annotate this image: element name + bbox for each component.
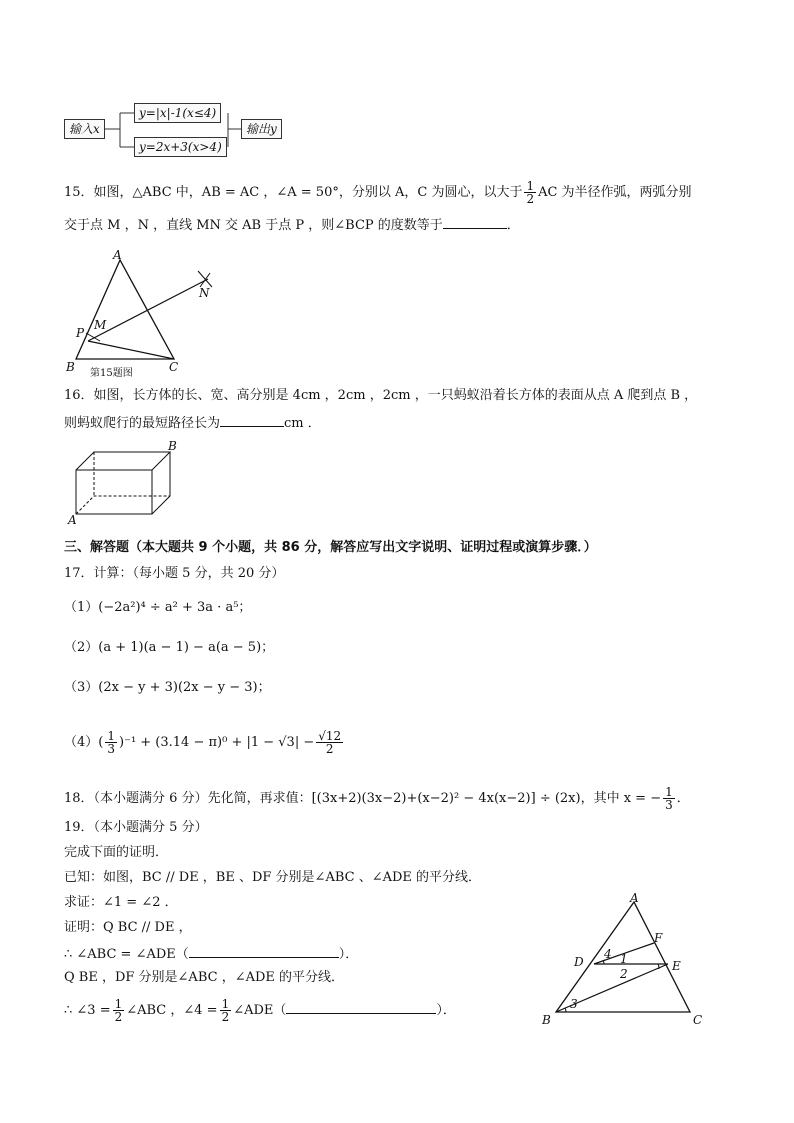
q19-reason1-blank[interactable]: [189, 943, 339, 958]
flow-branch1-label: y=|x|-1(x≤4): [139, 106, 217, 120]
q16-text-a: 则蚂蚁爬行的最短路径长为: [64, 416, 221, 431]
q15-label-M: M: [94, 318, 107, 332]
q19-l7-d: ）．: [436, 1003, 456, 1018]
q19-l7-frac1-den: 2: [114, 1010, 123, 1024]
q16-figure: [64, 440, 184, 530]
q19-l7-b: ∠ABC ，∠4 =: [126, 1003, 218, 1018]
q17-p4-prefix: （4）: [64, 735, 99, 750]
q15-end: ．: [506, 218, 520, 233]
q19-label-E: E: [672, 959, 681, 973]
q15-answer-blank[interactable]: [443, 214, 507, 229]
q15-text-c: 交于点 M ，N ，直线 MN 交 AB 于点 P ，则∠BCP 的度数等于: [64, 218, 443, 233]
q15-frac-den: 2: [526, 192, 535, 206]
q17-p4-frac2: [316, 730, 343, 755]
q19-l5-text: ∴ ∠ABC = ∠ADE（: [64, 947, 189, 962]
q16-text-b: cm ．: [284, 416, 321, 431]
q16-label-A: A: [68, 513, 77, 527]
q19-l7-a: ∴ ∠3 =: [64, 1003, 111, 1018]
q19-label-1: 1: [620, 952, 628, 966]
q15-text-b: AC 为半径作弧，两弧分别: [538, 185, 692, 200]
q16-answer-blank[interactable]: [220, 412, 284, 427]
q19-title: 19．（本小题满分 5 分）: [64, 820, 208, 835]
q15-figure: [60, 245, 280, 379]
q17-part1: （1）(−2a²)⁴ ÷ a² + 3a · a⁵；: [64, 600, 252, 615]
q17-p4-frac2-num: √12: [318, 729, 342, 743]
q19-label-2: 2: [620, 967, 628, 981]
q15-fraction: [524, 180, 536, 205]
flow-branch2-label: y=2x+3(x>4): [139, 140, 222, 154]
flow-output-label: 输出y: [246, 122, 277, 136]
q18-line: [64, 786, 690, 811]
q17-part2: （2）(a + 1)(a − 1) − a(a − 5)；: [64, 640, 275, 655]
q19-label-B: B: [542, 1013, 551, 1027]
q19-line3: 求证：∠1 = ∠2 ．: [64, 895, 178, 910]
q15-label-A: A: [113, 248, 122, 262]
q15-line2: [64, 214, 520, 236]
q19-l7-frac2: [220, 998, 232, 1023]
section3-heading: 三、解答题（本大题共 9 个小题，共 86 分，解答应写出文字说明、证明过程或演算步骤．）: [64, 540, 597, 555]
q17-part3: （3）(2x − y + 3)(2x − y − 3)；: [64, 680, 271, 695]
q19-line4: 证明：Q BC // DE ，: [64, 920, 192, 935]
q16-line1: 16．如图，长方体的长、宽、高分别是 4cm ，2cm ，2cm ，一只蚂蚁沿着长方体的表面从点 A 爬到点 B ，: [64, 388, 698, 403]
q18-frac-den: 3: [665, 798, 673, 812]
q15-label-P: P: [76, 326, 85, 340]
q19-label-D: D: [574, 955, 584, 969]
q19-figure: [538, 892, 718, 1032]
q15-label-N: N: [199, 286, 210, 300]
q16-line2: [64, 412, 321, 434]
q17-part4: （4）( $\frac{1}{3}$ )⁻¹ + (3.14 − π)⁰ + |1 − √3| − $\frac{√12}{2}$: [64, 729, 342, 756]
q19-label-A: A: [630, 891, 639, 905]
q19-line2: 已知：如图，BC // DE ，BE 、DF 分别是∠ABC 、∠ADE 的平分线．: [64, 870, 482, 885]
q15-frac-num: 1: [526, 179, 535, 193]
q19-l7-frac2-den: 2: [221, 1010, 230, 1024]
q17-title: 17．计算：（每小题 5 分，共 20 分）: [64, 566, 285, 581]
q19-reason2-blank[interactable]: [286, 999, 436, 1014]
q15-label-C: C: [169, 360, 179, 374]
q18-text: 18．（本小题满分 6 分）先化简，再求值：[(3x+2)(3x−2)+(x−2)² − 4x(x−2)] ÷ (2x)，其中 x = −: [64, 791, 662, 806]
q15-label-B: B: [66, 360, 75, 374]
q15-line1: [64, 180, 692, 205]
q19-line7: [64, 998, 456, 1023]
q19-label-3: 3: [570, 997, 578, 1011]
q18-end: ．: [676, 791, 690, 806]
q19-label-4: 4: [604, 947, 612, 961]
q19-label-F: F: [654, 931, 663, 945]
q19-l7-frac2-num: 1: [221, 997, 230, 1011]
q19-line5: [64, 943, 358, 965]
q16-label-B: B: [168, 439, 177, 453]
flow-input-label: 输入x: [69, 122, 100, 136]
q19-label-C: C: [693, 1013, 703, 1027]
q19-l5-end: ）．: [338, 947, 359, 962]
q19-line1: 完成下面的证明．: [64, 845, 169, 860]
q17-p4-frac2-den: 2: [325, 742, 334, 756]
q19-l7-frac1-num: 1: [114, 997, 123, 1011]
q15-text-a: 15．如图，△ABC 中，AB = AC ，∠A = 50°，分别以 A，C 为圆心，以大于: [64, 185, 523, 200]
q17-p4-frac1-num: 1: [107, 729, 115, 743]
q19-line6: Q BE ，DF 分别是∠ABC ，∠ADE 的平分线．: [64, 970, 345, 985]
q18-frac-num: 1: [665, 785, 673, 799]
q19-l7-frac1: [113, 998, 125, 1023]
q19-l7-c: ∠ADE（: [233, 1003, 287, 1018]
q17-p4-body: ⁻¹ + (3.14 − π)⁰ + |1 − √3| −: [124, 735, 315, 750]
q15-caption: 第15题图: [90, 368, 133, 379]
q17-p4-frac1-den: 3: [107, 742, 115, 756]
q18-frac: [663, 786, 675, 811]
q17-p4-frac1: [105, 730, 117, 755]
